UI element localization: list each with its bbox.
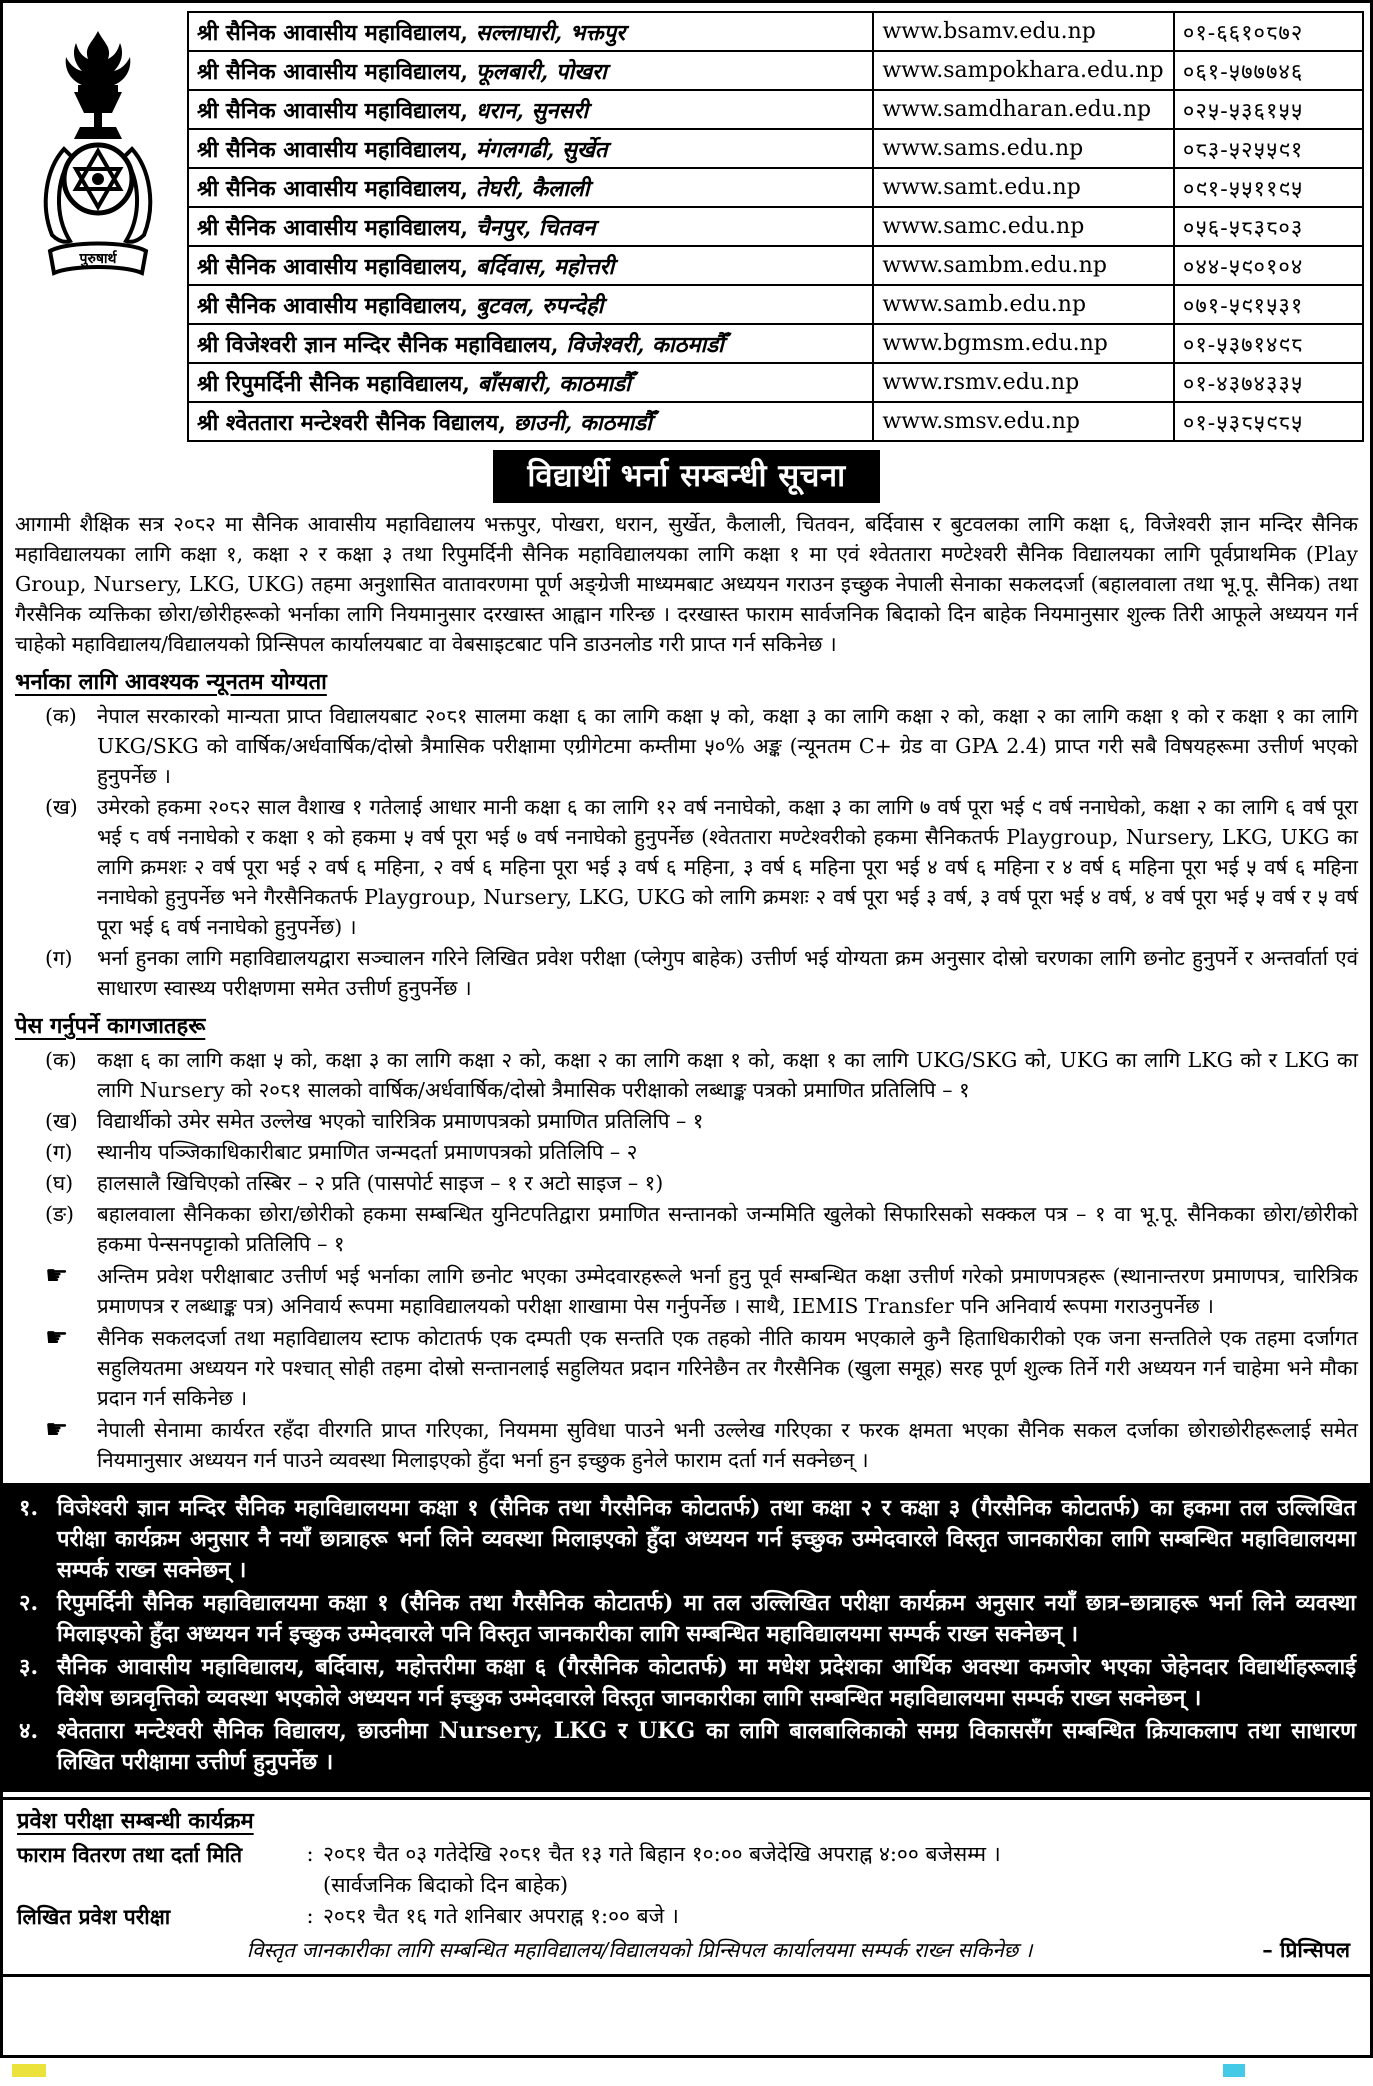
print-marks: [0, 2058, 1373, 2082]
highlight-box: [3, 1483, 1370, 1792]
college-name: श्री सैनिक आवासीय महाविद्यालय,: [197, 214, 469, 241]
item-label: (ख): [45, 1109, 78, 1133]
item-text: विद्यार्थीको उमेर समेत उल्लेख भएको चारित्रिक प्रमाणपत्रको प्रमाणित प्रतिलिपि – १: [97, 1109, 704, 1133]
college-phone: ०१-५३८५९८५: [1174, 402, 1363, 441]
college-phone: ०२५-५३६१५५: [1174, 90, 1363, 129]
colon-separator: :: [306, 1904, 314, 1928]
college-location: फूलबारी, पोखरा: [475, 58, 607, 85]
college-name: श्री सैनिक आवासीय महाविद्यालय,: [197, 253, 469, 280]
schedule-label: लिखित प्रवेश परीक्षा: [17, 1904, 171, 1929]
schedule-value: २०८१ चैत १६ गते शनिबार अपराह्न १:०० बजे ।: [323, 1904, 679, 1928]
college-website: www.samc.edu.np: [873, 207, 1174, 246]
college-name: श्री सैनिक आवासीय महाविद्यालय,: [197, 292, 469, 319]
college-website: www.sams.edu.np: [873, 129, 1174, 168]
item-label: (क): [45, 1048, 77, 1072]
college-name: श्री सैनिक आवासीय महाविद्यालय,: [197, 58, 469, 85]
list-item: [45, 1045, 1358, 1105]
pointing-hand-icon: ☛: [45, 1415, 69, 1445]
college-website: www.samdharan.edu.np: [873, 90, 1174, 129]
list-item: [45, 792, 1358, 942]
college-phone: ०४४-५९०१०४: [1174, 246, 1363, 285]
list-item: [45, 1137, 1358, 1167]
table-row: [188, 246, 1363, 285]
list-item: [45, 1199, 1358, 1259]
note-text: नेपाली सेनामा कार्यरत रहँदा वीरगति प्राप्त गरिएका, नियममा सुविधा पाउने भनी उल्लेख गरिएका र फरक क्षमता भएका सैनिक सकल दर्जाका छोराछोरीहरूलाई समेत नियमानुसार अध्ययन गर्न पाउने व्यवस्था मिलाइएको हुँदा भर्ना हुन इच्छुक हुनेले फाराम दर्ता गर्न सक्नेछन् ।: [97, 1418, 1358, 1472]
banner-container: [3, 450, 1370, 503]
header: [3, 3, 1370, 442]
item-label: (क): [45, 704, 77, 728]
principal-signature: – प्रिन्सिपल: [1262, 1937, 1350, 1962]
item-number: ३.: [19, 1654, 39, 1680]
college-phone: ०९१-५५११९५: [1174, 168, 1363, 207]
note-item: [45, 1261, 1358, 1321]
lamp-base: [74, 127, 122, 139]
highlight-item: [11, 1588, 1356, 1650]
colleges-table: [187, 11, 1364, 442]
college-phone: ०५६-५८३८०३: [1174, 207, 1363, 246]
notice-title: विद्यार्थी भर्ना सम्बन्धी सूचना: [493, 450, 879, 503]
college-location: बाँसबारी, काठमाडौँ: [477, 370, 631, 397]
item-text: भर्ना हुनका लागि महाविद्यालयद्वारा सञ्चालन गरिने लिखित प्रवेश परीक्षा (प्लेगुप बाहेक) उत्तीर्ण भई योग्यता क्रम अनुसार दोस्रो चरणका लागि छनोट हुनुपर्ने र अन्तर्वार्ता एवं साधारण स्वास्थ्य परीक्षणमा समेत उत्तीर्ण हुनुपर्नेछ ।: [97, 946, 1358, 1000]
item-label: (घ): [45, 1171, 74, 1195]
schedule-note: (सार्वजनिक बिदाको दिन बाहेक): [323, 1873, 569, 1897]
college-name: श्री सैनिक आवासीय महाविद्यालय,: [197, 136, 469, 163]
table-row: [188, 402, 1363, 441]
table-row: [188, 129, 1363, 168]
item-text: हालसालै खिचिएको तस्बिर – २ प्रति (पासपोर्ट साइज – १ र अटो साइज – १): [97, 1171, 664, 1195]
pointing-hand-icon: ☛: [45, 1323, 69, 1353]
table-row: [188, 285, 1363, 324]
college-location: चैनपुर, चितवन: [475, 214, 596, 241]
table-row: [188, 324, 1363, 363]
table-row: [188, 207, 1363, 246]
item-number: १.: [19, 1495, 39, 1521]
item-text: उमेरको हकमा २०८२ साल वैशाख १ गतेलाई आधार मानी कक्षा ६ का लागि १२ वर्ष ननाघेको, कक्षा ३ का लागि ७ वर्ष पूरा भई ९ वर्ष ननाघेको, कक्षा २ का लागि ६ वर्ष पूरा भई ८ वर्ष ननाघेको र कक्षा १ को हकमा ५ वर्ष पूरा भई ७ वर्ष ननाघेको हुनुपर्नेछ (श्वेततारा मण्टेश्वरीको हकमा सैनिकतर्फ Playgroup, Nursery, LKG, UKG का लागि क्रमशः २ वर्ष पूरा भई २ वर्ष ६ महिना, २ वर्ष ६ महिना पूरा भई ३ वर्ष ६ महिना, ३ वर्ष ६ महिना पूरा भई ४ वर्ष ६ महिना र ४ वर्ष ६ महिना पूरा भई ५ वर्ष ६ महिना ननाघेको हुनुपर्नेछ भने गैरसैनिकतर्फ Playgroup, Nursery, LKG, UKG को लागि क्रमशः २ वर्ष पूरा भई ३ वर्ष, ३ वर्ष पूरा भई ४ वर्ष, ४ वर्ष पूरा भई ५ वर्ष र ५ वर्ष पूरा भई ६ वर्ष ननाघेको हुनुपर्नेछ) ।: [97, 795, 1358, 939]
college-phone: ०६१-५७७७४६: [1174, 51, 1363, 90]
list-item: [45, 1106, 1358, 1136]
note-text: सैनिक सकलदर्जा तथा महाविद्यालय स्टाफ कोटातर्फ एक दम्पती एक सन्तति एक तहको नीति कायम भएकाले कुनै हिताधिकारीको एक जना सन्ततिले एक तहमा दर्जागत सहुलियतमा अध्ययन गरे पश्चात् सोही तहमा दोस्रो सन्तानलाई सहुलियत प्रदान गरिनेछैन तर गैरसैनिक (खुला समूह) सरह पूर्ण शुल्क तिर्ने गरी अध्ययन गर्न चाहेमा भने मौका प्रदान गर्न सकिनेछ ।: [97, 1326, 1358, 1410]
school-crest-logo: [28, 29, 168, 291]
item-label: (ङ): [45, 1202, 75, 1226]
table-row: [188, 12, 1363, 51]
college-website: www.smsv.edu.np: [873, 402, 1174, 441]
college-location: सल्लाघारी, भक्तपुर: [475, 19, 626, 46]
college-name: श्री श्वेततारा मन्टेश्वरी सैनिक विद्यालय,: [197, 409, 506, 436]
exam-footer: [17, 1936, 1356, 1964]
table-row: [188, 90, 1363, 129]
list-item: [45, 701, 1358, 791]
college-phone: ०१-४३७४३३५: [1174, 363, 1363, 402]
item-text: नेपाल सरकारको मान्यता प्राप्त विद्यालयबाट २०८१ सालमा कक्षा ६ का लागि कक्षा ५ को, कक्षा ३ का लागि कक्षा २ को, कक्षा २ का लागि कक्षा १ को र कक्षा १ का लागि UKG/SKG को वार्षिक/अर्धवार्षिक/दोस्रो त्रैमासिक परीक्षामा एग्रीगेटमा कम्तीमा ५०% अङ्क (न्यूनतम C+ ग्रेड वा GPA 2.4) प्राप्त गरी सबै विषयहरूमा उत्तीर्ण भएको हुनुपर्नेछ ।: [97, 704, 1358, 788]
college-location: बर्दिवास, महोत्तरी: [475, 253, 615, 280]
item-text: रिपुमर्दिनी सैनिक महाविद्यालयमा कक्षा १ (सैनिक तथा गैरसैनिक कोटातर्फ) मा तल उल्लिखित परीक्षा कार्यक्रम अनुसार नयाँ छात्र–छात्राहरू भर्ना लिने व्यवस्था मिलाइएको हुँदा अध्ययन गर्न इच्छुक उम्मेदवारले पनि विस्तृत जानकारीका लागि सम्बन्धित महाविद्यालयमा सम्पर्क राख्न सक्नेछन् ।: [57, 1590, 1356, 1647]
item-text: स्थानीय पञ्जिकाधिकारीबाट प्रमाणित जन्मदर्ता प्रमाणपत्रको प्रतिलिपि – २: [97, 1140, 638, 1164]
college-website: www.bgmsm.edu.np: [873, 324, 1174, 363]
body-text: [3, 509, 1370, 1475]
college-website: www.sambm.edu.np: [873, 246, 1174, 285]
college-location: धरान, सुनसरी: [475, 97, 589, 124]
flame-shape: [66, 31, 131, 85]
item-text: विजेश्वरी ज्ञान मन्दिर सैनिक महाविद्यालयमा कक्षा १ (सैनिक तथा गैरसैनिक कोटातर्फ) तथा कक्षा २ र कक्षा ३ (गैरसैनिक कोटातर्फ) का हकमा तल उल्लिखित परीक्षा कार्यक्रम अनुसार नै नयाँ छात्राहरू भर्ना लिने व्यवस्था मिलाइएको हुँदा अध्ययन गर्न इच्छुक उम्मेदवारले विस्तृत जानकारीका लागि सम्बन्धित महाविद्यालयमा सम्पर्क राख्न सक्नेछन् ।: [57, 1495, 1356, 1583]
item-number: ४.: [19, 1718, 39, 1744]
lamp-bowl: [74, 92, 122, 113]
college-phone: ०७१-५९१५३१: [1174, 285, 1363, 324]
logo-column: [9, 11, 187, 291]
item-number: २.: [19, 1590, 39, 1616]
highlight-item: [11, 1493, 1356, 1586]
yellow-print-mark: [12, 2064, 46, 2077]
qualification-list: [15, 701, 1358, 1003]
cyan-print-mark: [1223, 2064, 1245, 2077]
note-item: [45, 1415, 1358, 1475]
college-name: श्री सैनिक आवासीय महाविद्यालय,: [197, 97, 469, 124]
note-text: अन्तिम प्रवेश परीक्षाबाट उत्तीर्ण भई भर्नाका लागि छनोट भएका उम्मेदवारहरूले भर्ना हुनु पूर्व सम्बन्धित कक्षा उत्तीर्ण गरेको प्रमाणपत्रहरू (स्थानान्तरण प्रमाणपत्र, चारित्रिक प्रमाणपत्र र लब्धाङ्क पत्र) अनिवार्य रूपमा महाविद्यालयको परीक्षा शाखामा पेस गर्नुपर्नेछ । साथै, IEMIS Transfer पनि अनिवार्य रूपमा गराउनुपर्नेछ ।: [97, 1264, 1358, 1318]
college-phone: ०१-६६१०८७२: [1174, 12, 1363, 51]
college-name: श्री सैनिक आवासीय महाविद्यालय,: [197, 19, 469, 46]
item-label: (ग): [45, 946, 73, 970]
lamp-rim: [78, 85, 118, 92]
schedule-row: [17, 1839, 1356, 1870]
item-text: बहालवाला सैनिकका छोरा/छोरीको हकमा सम्बन्धित युनिटपतिद्वारा प्रमाणित सन्तानको जन्ममिति खुलेको सिफारिसको सक्कल पत्र – १ वा भू.पू. सैनिकका छोरा/छोरीको हकमा पेन्सनपट्टाको प्रतिलिपि – १: [97, 1202, 1358, 1256]
table-row: [188, 51, 1363, 90]
documents-heading: पेस गर्नुपर्ने कागजातहरू: [15, 1013, 206, 1039]
item-text: सैनिक आवासीय महाविद्यालय, बर्दिवास, महोत्तरीमा कक्षा ६ (गैरसैनिक कोटातर्फ) मा मधेश प्रदेशका आर्थिक अवस्था कमजोर भएका जेहेनदार विद्यार्थीहरूलाई विशेष छात्रवृत्तिको व्यवस्था भएकोले अध्ययन गर्न इच्छुक उम्मेदवारले विस्तृत जानकारीका लागि सम्बन्धित महाविद्यालयमा सम्पर्क राख्न सक्नेछन् ।: [57, 1654, 1356, 1711]
highlight-item: [11, 1716, 1356, 1778]
item-label: (ग): [45, 1140, 73, 1164]
schedule-value: २०८१ चैत ०३ गतेदेखि २०८१ चैत १३ गते बिहान १०:०० बजेदेखि अपराह्न ४:०० बजेसम्म ।: [323, 1842, 1001, 1866]
college-name: श्री विजेश्वरी ज्ञान मन्दिर सैनिक महाविद्यालय,: [197, 331, 559, 358]
college-location: मंगलगढी, सुर्खेत: [475, 136, 608, 163]
college-location: विजेश्वरी, काठमाडौँ: [566, 331, 724, 358]
documents-list: [15, 1045, 1358, 1475]
pointing-hand-icon: ☛: [45, 1261, 69, 1291]
star-center: [92, 173, 104, 185]
qualification-heading: भर्नाका लागि आवश्यक न्यूनतम योग्यता: [15, 669, 327, 695]
colon-separator: :: [306, 1842, 314, 1866]
note-item: [45, 1323, 1358, 1413]
college-website: www.samt.edu.np: [873, 168, 1174, 207]
exam-schedule-box: [3, 1797, 1370, 1977]
list-item: [45, 943, 1358, 1003]
table-row: [188, 168, 1363, 207]
list-item: [45, 1168, 1358, 1198]
lamp-stem: [94, 113, 102, 127]
schedule-label: फाराम वितरण तथा दर्ता मिति: [17, 1842, 243, 1867]
college-location: छाउनी, काठमाडौँ: [513, 409, 652, 436]
item-label: (ख): [45, 795, 78, 819]
college-phone: ०८३-५२५५९१: [1174, 129, 1363, 168]
colleges-table-container: [187, 11, 1364, 442]
college-website: www.sampokhara.edu.np: [873, 51, 1174, 90]
college-phone: ०१-५३७१४९८: [1174, 324, 1363, 363]
college-location: तेघरी, कैलाली: [475, 175, 590, 202]
item-text: श्वेततारा मन्टेश्वरी सैनिक विद्यालय, छाउनीमा Nursery, LKG र UKG का लागि बालबालिकाको समग्र विकाससँग सम्बन्धित क्रियाकलाप तथा साधारण लिखित परीक्षामा उत्तीर्ण हुनुपर्नेछ ।: [57, 1718, 1356, 1775]
schedule-row: [17, 1901, 1356, 1932]
table-row: [188, 363, 1363, 402]
college-website: www.samb.edu.np: [873, 285, 1174, 324]
highlight-item: [11, 1652, 1356, 1714]
college-website: www.bsamv.edu.np: [873, 12, 1174, 51]
college-website: www.rsmv.edu.np: [873, 363, 1174, 402]
footer-text: विस्तृत जानकारीका लागि सम्बन्धित महाविद्यालय/विद्यालयको प्रिन्सिपल कार्यालयमा सम्पर्क राख्न सकिनेछ ।: [246, 1938, 1033, 1962]
college-name: श्री सैनिक आवासीय महाविद्यालय,: [197, 175, 469, 202]
college-location: बुटवल, रुपन्देही: [475, 292, 604, 319]
college-name: श्री रिपुमर्दिनी सैनिक महाविद्यालय,: [197, 370, 470, 397]
item-text: कक्षा ६ का लागि कक्षा ५ को, कक्षा ३ का लागि कक्षा २ को, कक्षा २ का लागि कक्षा १ को, कक्षा १ का लागि UKG/SKG को, UKG का लागि LKG को र LKG का लागि Nursery को २०८१ सालको वार्षिक/अर्धवार्षिक/दोस्रो त्रैमासिक परीक्षाको लब्धाङ्क पत्रको प्रमाणित प्रतिलिपि – १: [97, 1048, 1358, 1102]
exam-schedule-heading: प्रवेश परीक्षा सम्बन्धी कार्यक्रम: [17, 1808, 254, 1834]
intro-paragraph: आगामी शैक्षिक सत्र २०८२ मा सैनिक आवासीय महाविद्यालय भक्तपुर, पोखरा, धरान, सुर्खेत, कैलाली, चितवन, बर्दिवास र बुटवलका लागि कक्षा ६, विजेश्वरी ज्ञान मन्दिर सैनिक महाविद्यालयका लागि कक्षा १, कक्षा २ र कक्षा ३ तथा रिपुमर्दिनी सैनिक महाविद्यालयका लागि कक्षा १ मा एवं श्वेततारा मण्टेश्वरी सैनिक विद्यालयका लागि पूर्वप्राथमिक (Play Group, Nursery, LKG, UKG) तहमा अनुशासित वातावरणमा पूर्ण अङ्ग्रेजी माध्यमबाट अध्ययन गराउन इच्छुक नेपाली सेनाका सकलदर्जा (बहालवाला तथा भू.पू. सैनिक) तथा गैरसैनिक व्यक्तिका छोरा/छोरीहरूको भर्नाका लागि नियमानुसार दरखास्त आह्वान गरिन्छ । दरखास्त फाराम सार्वजनिक बिदाको दिन बाहेक नियमानुसार शुल्क तिरी आफूले अध्ययन गर्न चाहेको महाविद्यालय/विद्यालयको प्रिन्सिपल कार्यालयबाट वा वेबसाइटबाट पनि डाउनलोड गरी प्राप्त गर्न सकिनेछ ।: [15, 512, 1358, 656]
motto-text: पुरुषार्थ: [79, 251, 117, 267]
